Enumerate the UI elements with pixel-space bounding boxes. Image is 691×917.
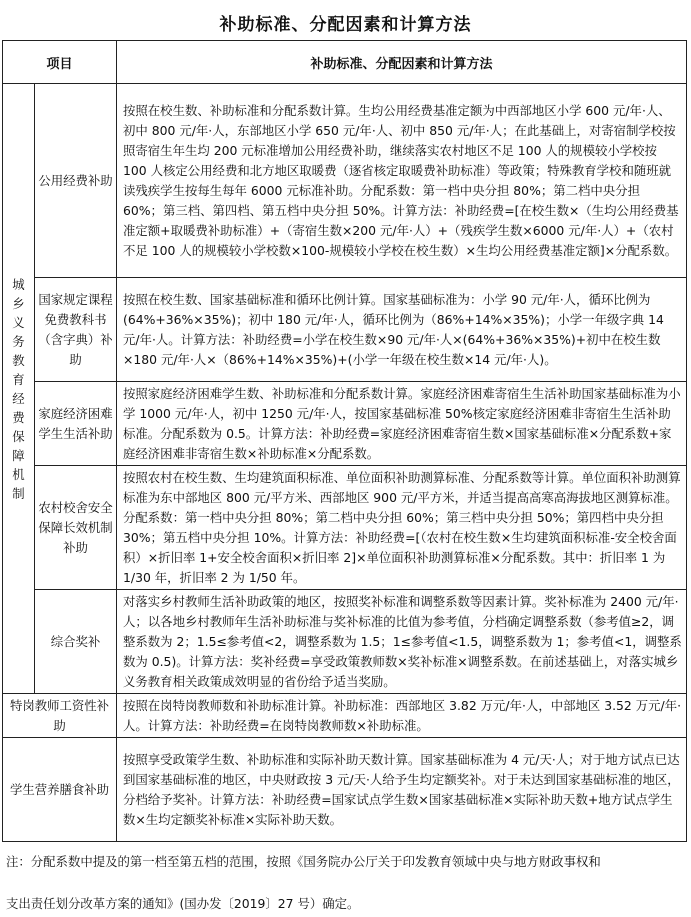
table-row xyxy=(3,466,687,590)
table-row xyxy=(3,738,687,842)
row-name: 农村校舍安全保障长效机制补助 xyxy=(35,466,117,590)
table-row xyxy=(3,278,687,382)
row-description: 按照农村在校生数、生均建筑面积标准、单位面积补助测算标准、分配系数等计算。单位面积补助测算标准为东中部地区 800 元/平方米、西部地区 900 元/平方米，并适当提高高寒高海拔地区测算标准。分配系数：第一档中央分担 80%；第二档中央分担 60%；第三档中央分担 50%；第四档中央分担 30%；第五档中央分担 10%。计算方法：补助经费=[（农村在校生数×生均建筑面积标准-安全校舍面积）×折旧率 1+安全校舍面积×折旧率 2]×单位面积补助测算标准×分配系数。其中：折旧率 1 为 1/30 年，折旧率 2 为 1/50 年。 xyxy=(117,466,687,590)
row-name: 公用经费补助 xyxy=(35,84,117,278)
row-name: 学生营养膳食补助 xyxy=(3,738,117,842)
row-name: 家庭经济困难学生生活补助 xyxy=(35,382,117,466)
row-name: 国家规定课程免费教科书（含字典）补助 xyxy=(35,278,117,382)
row-description: 按照在校生数、国家基础标准和循环比例计算。国家基础标准为：小学 90 元/年·人，循环比例为(64%+36%×35%)；初中 180 元/年·人，循环比例为（86%+14%×35%)；小学一年级字典 14 元/年·人。计算方法：补助经费=小学在校生数×90 元/年·人×(64%+36%×35%)+初中在校生数×180 元/年·人×（86%+14%×35%)+(小学一年级在校生数×14 元/年·人)。 xyxy=(117,278,687,382)
header-item: 项目 xyxy=(3,41,117,84)
category-cell xyxy=(3,84,35,694)
row-name: 特岗教师工资性补助 xyxy=(3,694,117,738)
document-title: 补助标准、分配因素和计算方法 xyxy=(219,15,472,35)
table-row xyxy=(3,694,687,738)
footnote-line-2: 支出责任划分改革方案的通知》(国办发〔2019〕27 号）确定。 xyxy=(6,896,360,911)
subsidy-table xyxy=(2,40,687,842)
category-label: 城乡义务教育经费保障机制 xyxy=(12,276,25,501)
row-description: 按照在校生数、补助标准和分配系数计算。生均公用经费基准定额为中西部地区小学 600 元/年·人、初中 800 元/年·人，东部地区小学 650 元/年·人、初中 850 元/年·人；在此基础上，对寄宿制学校按照寄宿生年生均 200 元标准增加公用经费补助，继续落实农村地区不足 100 人的规模较小学校按 100 人核定公用经费和北方地区取暖费（逐省核定取暖费补助标准）等政策；特殊教育学校和随班就读残疾学生按每生每年 6000 元标准补助。分配系数：第一档中央分担 80%；第二档中央分担 60%；第三档、第四档、第五档中央分担 50%。计算方法：补助经费=[在校生数×（生均公用经费基准定额+取暖费补助标准）+（寄宿生数×200 元/年·人）+（残疾学生数×6000 元/年·人）+（农村不足 100 人的规模较小学校数×100-规模较小学校在校生数）×生均公用经费基准定额]×分配系数。 xyxy=(117,84,687,278)
row-description: 按照家庭经济困难学生数、补助标准和分配系数计算。家庭经济困难寄宿生生活补助国家基础标准为小学 1000 元/年·人，初中 1250 元/年·人，按国家基础标准 50%核定家庭经济困难非寄宿生生活补助标准。分配系数为 0.5。计算方法：补助经费=家庭经济困难寄宿生数×国家基础标准×分配系数+家庭经济困难非寄宿生数×补助标准×分配系数。 xyxy=(117,382,687,466)
table-row xyxy=(3,382,687,466)
row-name: 综合奖补 xyxy=(35,590,117,694)
footnote-line-1: 注：分配系数中提及的第一档至第五档的范围，按照《国务院办公厅关于印发教育领域中央与地方财政事权和 xyxy=(6,854,601,869)
row-description: 按照享受政策学生数、补助标准和实际补助天数计算。国家基础标准为 4 元/天·人；对于地方试点已达到国家基础标准的地区，中央财政按 3 元/天·人给予生均定额奖补。对于未达到国家基础标准的地区，分档给予奖补。计算方法：补助经费=国家试点学生数×国家基础标准×实际补助天数+地方试点学生数×生均定额奖补标准×实际补助天数。 xyxy=(117,738,687,842)
table-header-row xyxy=(3,41,687,84)
table-row xyxy=(3,84,687,278)
table-row xyxy=(3,590,687,694)
row-description: 对落实乡村教师生活补助政策的地区，按照奖补标准和调整系数等因素计算。奖补标准为 2400 元/年·人；以各地乡村教师年生活补助标准与奖补标准的比值为参考值，分档确定调整系数（参考值≥2，调整系数为 2；1.5≤参考值<2，调整系数为 1.5；1≤参考值<1.5，调整系数为 1；参考值<1，调整系数为 0.5)。计算方法：奖补经费=享受政策教师数×奖补标准×调整系数。在前述基础上，对落实城乡义务教育相关政策成效明显的省份给予适当奖励。 xyxy=(117,590,687,694)
footnote xyxy=(6,852,686,914)
row-description: 按照在岗特岗教师数和补助标准计算。补助标准：西部地区 3.82 万元/年·人，中部地区 3.52 万元/年·人。计算方法：补助经费=在岗特岗教师数×补助标准。 xyxy=(117,694,687,738)
header-method: 补助标准、分配因素和计算方法 xyxy=(117,41,687,84)
